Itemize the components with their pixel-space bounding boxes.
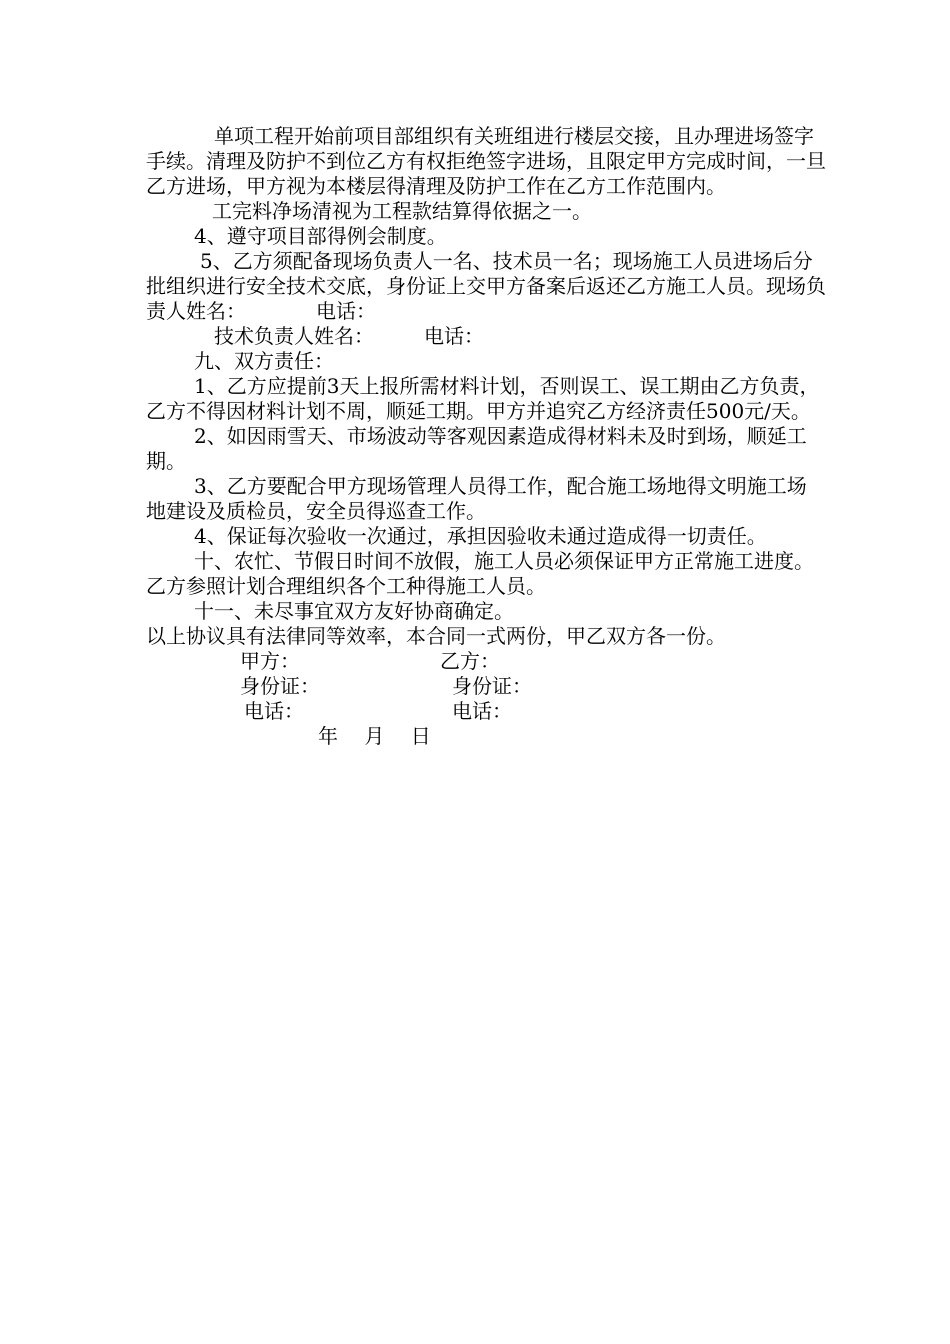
party-b-phone-label: 电话： xyxy=(452,699,512,723)
signature-id-row xyxy=(146,674,826,699)
party-a-label: 甲方： xyxy=(240,649,300,673)
paragraph-site-cleanup: 工完料净场清视为工程款结算得依据之一。 xyxy=(212,199,592,223)
signature-party-row xyxy=(146,649,826,674)
party-a-id-label: 身份证： xyxy=(240,674,320,698)
signature-date-row xyxy=(146,724,826,749)
party-b-label: 乙方： xyxy=(440,649,500,673)
paragraph-holidays: 十、农忙、节假日时间不放假，施工人员必须保证甲方正常施工进度。 乙方参照计划合理组织各个工种得施工人员。 xyxy=(146,549,814,598)
party-a-phone-label: 电话： xyxy=(244,699,304,723)
contract-text xyxy=(146,124,826,749)
date-line: 年 月 日 xyxy=(318,724,431,748)
paragraph-floor-handover: 单项工程开始前项目部组织有关班组进行楼层交接，且办理进场签字手续。清理及防护不到位乙方有权拒绝签字进场，且限定甲方完成时间，一旦乙方进场，甲方视为本楼层得清理及防护工作在乙方工作范围内。 xyxy=(146,124,826,198)
paragraph-legal-effect: 以上协议具有法律同等效率，本合同一式两份，甲乙双方各一份。 xyxy=(146,624,726,648)
section-heading-responsibilities: 九、双方责任： xyxy=(194,349,334,373)
paragraph-site-staff: 5、乙方须配备现场负责人一名、技术员一名；现场施工人员进场后分批组织进行安全技术交底，身份证上交甲方备案后返还乙方施工人员。现场负责人姓名： 电话： xyxy=(146,249,826,323)
paragraph-cooperation: 3、乙方要配合甲方现场管理人员得工作，配合施工场地得文明施工场地建设及质检员，安全员得巡查工作。 xyxy=(146,474,807,523)
signature-phone-row xyxy=(146,699,826,724)
party-b-id-label: 身份证： xyxy=(452,674,532,698)
paragraph-material-plan: 1、乙方应提前3天上报所需材料计划，否则误工、误工期由乙方负责，乙方不得因材料计划不周，顺延工期。甲方并追究乙方经济责任500元/天。 xyxy=(146,374,820,423)
paragraph-weather-delay: 2、如因雨雪天、市场波动等客观因素造成得材料未及时到场，顺延工期。 xyxy=(146,424,807,473)
paragraph-tech-lead: 技术负责人姓名： 电话： xyxy=(214,324,484,348)
paragraph-meeting-rules: 4、遵守项目部得例会制度。 xyxy=(194,224,447,248)
paragraph-inspection: 4、保证每次验收一次通过，承担因验收未通过造成得一切责任。 xyxy=(194,524,767,548)
paragraph-other-matters: 十一、未尽事宜双方友好协商确定。 xyxy=(194,599,514,623)
